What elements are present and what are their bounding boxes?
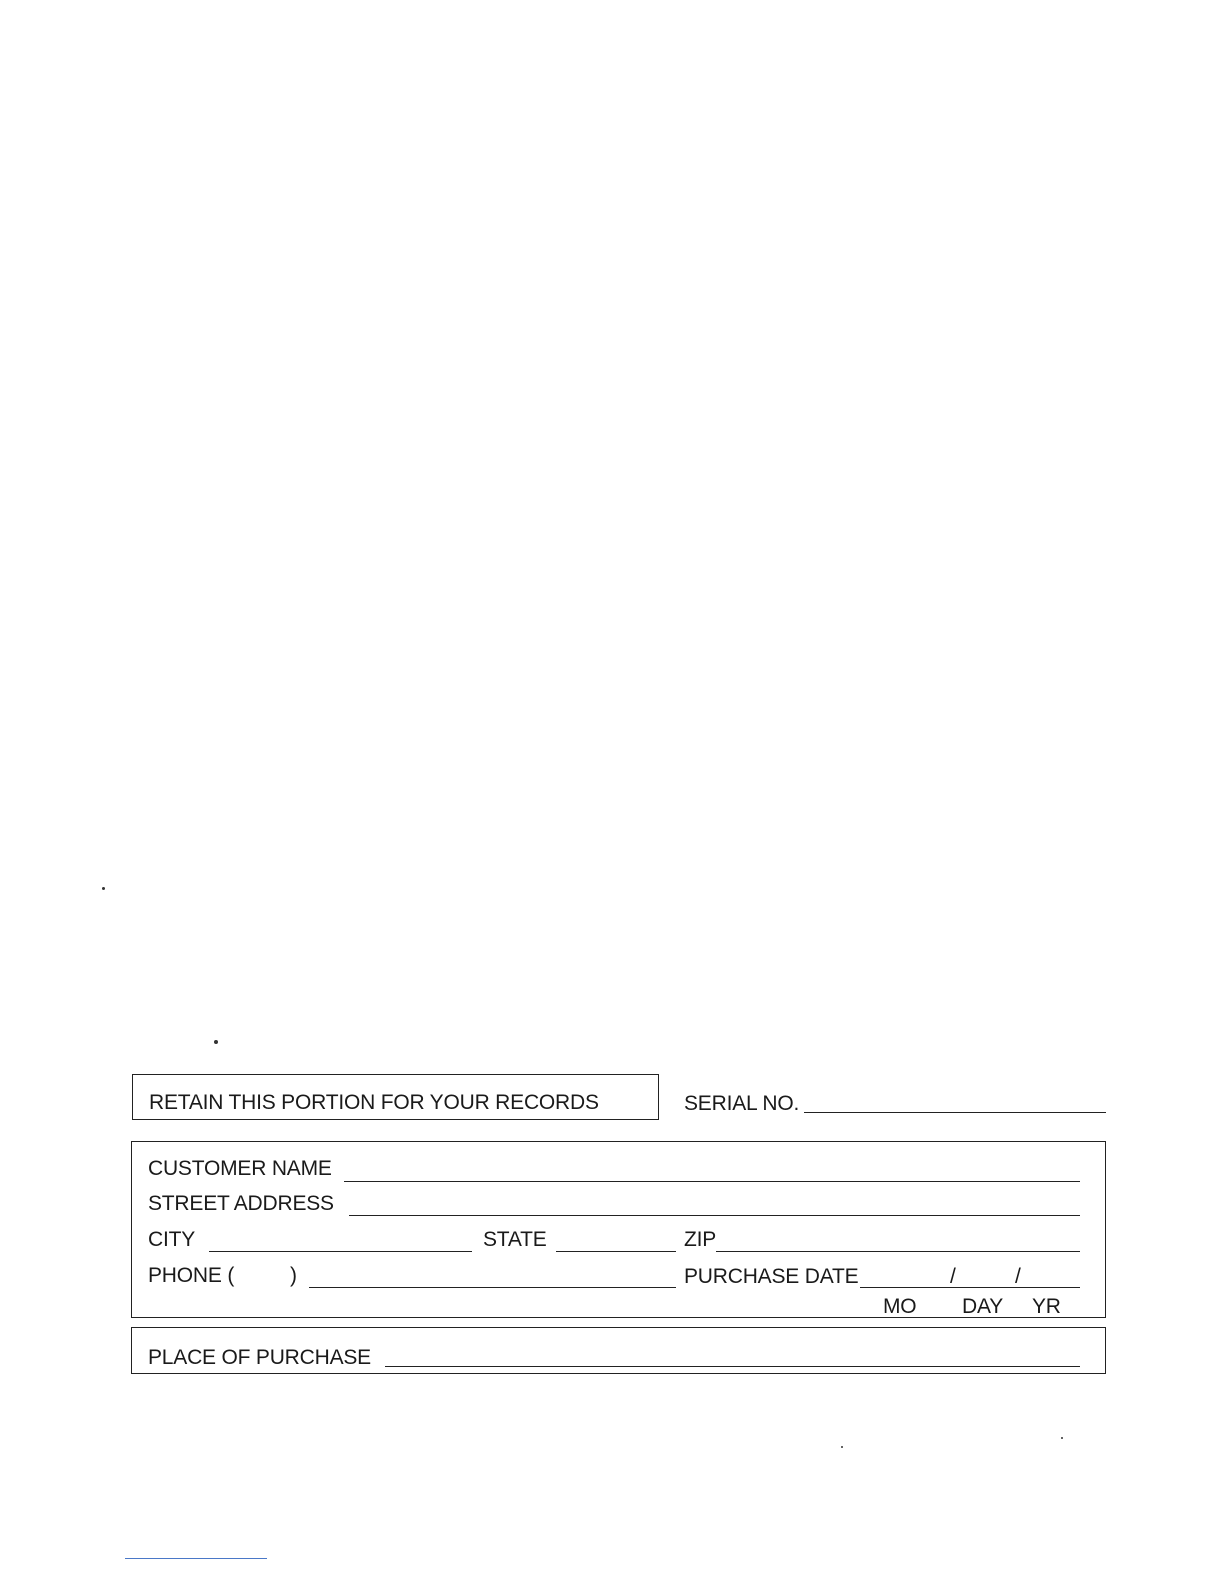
city-field[interactable] xyxy=(209,1251,472,1252)
zip-label: ZIP xyxy=(684,1228,717,1251)
date-month-caption: MO xyxy=(883,1295,917,1318)
customer-name-field[interactable] xyxy=(344,1181,1080,1182)
retain-records-box xyxy=(132,1074,659,1120)
city-label: CITY xyxy=(148,1228,196,1251)
serial-no-field[interactable] xyxy=(804,1112,1106,1113)
date-separator: / xyxy=(950,1265,956,1288)
zip-field[interactable] xyxy=(716,1251,1080,1252)
street-address-label: STREET ADDRESS xyxy=(148,1192,334,1215)
scan-speck xyxy=(841,1446,843,1448)
purchase-date-label: PURCHASE DATE xyxy=(684,1265,859,1288)
date-day-caption: DAY xyxy=(962,1295,1004,1318)
phone-label: PHONE ( xyxy=(148,1264,235,1287)
customer-name-label: CUSTOMER NAME xyxy=(148,1157,332,1180)
phone-field[interactable] xyxy=(309,1287,676,1288)
state-field[interactable] xyxy=(556,1251,676,1252)
date-separator: / xyxy=(1015,1265,1021,1288)
place-of-purchase-label: PLACE OF PURCHASE xyxy=(148,1346,371,1369)
scan-speck xyxy=(102,887,105,890)
state-label: STATE xyxy=(483,1228,547,1251)
bottom-rule xyxy=(125,1558,267,1559)
scan-speck xyxy=(214,1040,218,1044)
serial-no-label: SERIAL NO. xyxy=(684,1092,800,1115)
street-address-field[interactable] xyxy=(349,1215,1080,1216)
place-of-purchase-field[interactable] xyxy=(385,1366,1080,1367)
date-year-caption: YR xyxy=(1032,1295,1061,1318)
purchase-date-field[interactable] xyxy=(860,1287,1080,1288)
scan-speck xyxy=(1061,1437,1063,1439)
phone-close-paren: ) xyxy=(290,1264,297,1287)
retain-records-text: RETAIN THIS PORTION FOR YOUR RECORDS xyxy=(149,1091,599,1114)
